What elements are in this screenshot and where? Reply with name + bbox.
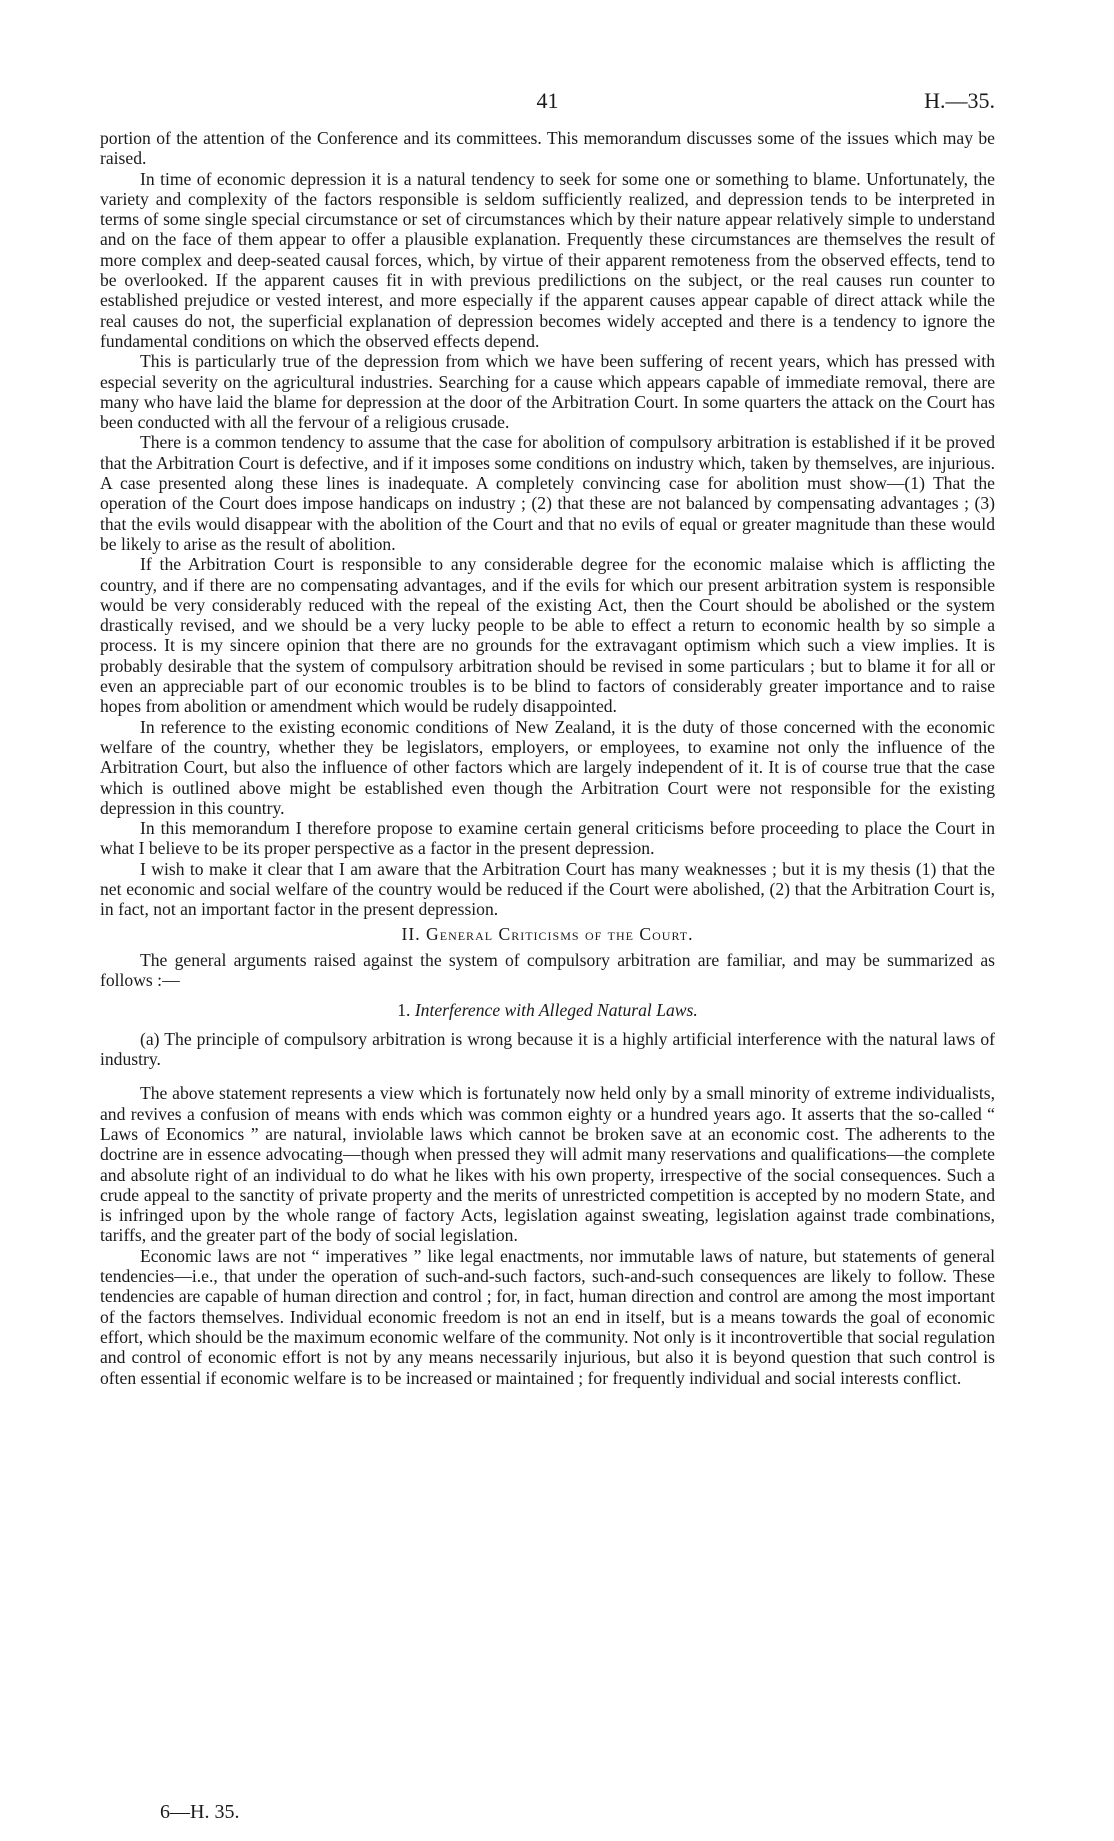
document-page — [100, 88, 995, 1388]
paragraph: In reference to the existing economic conditions of New Zealand, it is the duty of those concerned with the economic welfare of the country, whether they be legislators, employers, or employees, to examine not only the influence of the Arbitration Court, but also the influence of other factors which are largely independent of it. It is of course true that the case which is outlined above might be established even though the Arbitration Court were not responsible for the existing depression in this country. — [100, 716, 995, 818]
paragraph: In this memorandum I therefore propose to examine certain general criticisms before proceeding to place the Court in what I believe to be its proper perspective as a factor in the present depression. — [100, 818, 995, 859]
paragraph: In time of economic depression it is a natural tendency to seek for some one or something to blame. Unfortunately, the variety and complexity of the factors responsible is seldom sufficiently realized, and depression tends to be interpreted in terms of some single special circumstance or set of circumstances which by their nature appear relatively simple to understand and on the face of them appear to offer a plausible explanation. Frequently these circumstances are themselves the result of more complex and deep-seated causal forces, which, by virtue of their apparent remoteness from the observed effects, tend to be overlooked. If the apparent causes fit in with previous predilictions on the subject, or the real causes run counter to established prejudice or vested interest, and more especially if the apparent causes appear capable of direct attack while the real causes do not, the superficial explanation of depression becomes widely accepted and there is a tendency to ignore the fundamental conditions on which the observed effects depend. — [100, 168, 995, 351]
section-heading: II. General Criticisms of the Court. — [401, 923, 694, 944]
page-footer-signature: 6—H. 35. — [160, 1801, 240, 1823]
paragraph-criticism: (a) The principle of compulsory arbitration is wrong because it is a highly artificial interference with the natural laws of industry. — [100, 1028, 995, 1070]
paragraph: portion of the attention of the Conference and its committees. This memorandum discusses some of the issues which may be raised. — [100, 128, 995, 169]
subsection-number: 1. — [397, 1000, 411, 1021]
subsection-title: Interference with Alleged Natural Laws. — [414, 1000, 698, 1021]
paragraph: The above statement represents a view which is fortunately now held only by a small minority of extreme individualists, and revives a confusion of means with ends which was common eighty or a hundred years ago. It asserts that the so-called “ Laws of Economics ” are natural, inviolable laws which cannot be broken save at an economic cost. The adherents to the doctrine are in essence advocating—though when pressed they will admit many reservations and qualifications—the complete and absolute right of an individual to do what he likes with his own property, irrespective of the social consequences. Such a crude appeal to the sanctity of private property and the merits of unrestricted competition is accepted by no modern State, and is infringed upon by the whole range of factory Acts, legislation against sweating, legislation against trade combinations, tariffs, and the greater part of the body of social legislation. — [100, 1083, 995, 1246]
document-reference: H.—35. — [924, 88, 995, 113]
paragraph: This is particularly true of the depression from which we have been suffering of recent years, which has pressed with especial severity on the agricultural industries. Searching for a cause which appears capable of immediate removal, there are many who have laid the blame for depression at the door of the Arbitration Court. In some quarters the attack on the Court has been conducted with all the fervour of a religious crusade. — [100, 351, 995, 433]
paragraph: If the Arbitration Court is responsible to any considerable degree for the economic malaise which is afflicting the country, and if there are no compensating advantages, and if the evils for which our present arbitration system is responsible would be very considerably reduced with the repeal of the existing Act, then the Court should be abolished or the system drastically revised, and we should be a very lucky people to be able to effect a return to economic health by so simple a process. It is my sincere opinion that there are no grounds for the extravagant optimism which such a view implies. It is probably desirable that the system of compulsory arbitration should be revised in some particulars ; but to blame it for all or even an appreciable part of our economic troubles is to be blind to factors of considerably greater importance and to raise hopes from abolition or amendment which would be rudely disappointed. — [100, 554, 995, 717]
document-body — [100, 128, 995, 1388]
paragraph: I wish to make it clear that I am aware that the Arbitration Court has many weaknesses ; but it is my thesis (1) that the net economic and social welfare of the country would be reduced if the Court were abolished, (2) that the Arbitration Court is, in fact, not an important factor in the present depression. — [100, 858, 995, 920]
spacer — [100, 1069, 995, 1083]
paragraph: There is a common tendency to assume that the case for abolition of compulsory arbitration is established if it be proved that the Arbitration Court is defective, and if it imposes some conditions on industry which, taken by themselves, are injurious. A case presented along these lines is inadequate. A completely convincing case for abolition must show—(1) That the operation of the Court does impose handicaps on industry ; (2) that these are not balanced by compensating advantages ; (3) that the evils would disappear with the abolition of the Court and that no evils of equal or greater magnitude than these would be likely to arise as the result of abolition. — [100, 432, 995, 554]
subsection-heading — [100, 1000, 995, 1020]
paragraph: Economic laws are not “ imperatives ” like legal enactments, nor immutable laws of nature, but statements of general tendencies—i.e., that under the operation of such-and-such factors, such-and-such consequences are likely to follow. These tendencies are capable of human direction and control ; for, in fact, human direction and control are among the most important of the factors themselves. Individual economic freedom is not an end in itself, but is a means towards the goal of economic effort, which should be the maximum economic welfare of the community. Not only is it incontrovertible that social regulation and control of economic effort is not by any means necessarily injurious, but also it is beyond question that such control is often essential if economic welfare is to be increased or maintained ; for frequently individual and social interests conflict. — [100, 1245, 995, 1388]
page-number: 41 — [536, 88, 559, 113]
page-header — [100, 88, 995, 128]
paragraph: The general arguments raised against the system of compulsory arbitration are familiar, and may be summarized as follows :— — [100, 949, 995, 991]
